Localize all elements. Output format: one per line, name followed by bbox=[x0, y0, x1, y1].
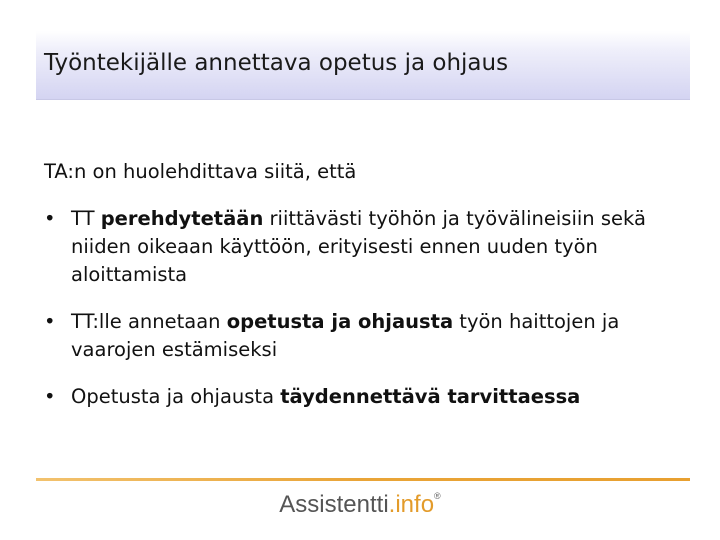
bullet-text: TT bbox=[71, 207, 101, 230]
bullet-text: TT:lle annetaan bbox=[71, 310, 227, 333]
bullet-emphasis: perehdytetään bbox=[100, 207, 264, 230]
slide-title: Työntekijälle annettava opetus ja ohjaus bbox=[44, 50, 509, 76]
bullet-marker: • bbox=[44, 385, 56, 408]
bullet-emphasis: täydennettävä tarvittaessa bbox=[280, 385, 581, 408]
logo-dot: . bbox=[388, 491, 396, 518]
logo-registered-mark: ® bbox=[434, 491, 441, 501]
brand-logo bbox=[0, 491, 720, 519]
bullet-marker: • bbox=[44, 207, 56, 230]
bullet-list bbox=[44, 205, 684, 411]
intro-text: TA:n on huolehdittava siitä, että bbox=[44, 160, 357, 183]
logo-suffix: info bbox=[395, 491, 435, 518]
bullet-text: työn haittojen ja vaarojen estämiseksi bbox=[71, 310, 620, 361]
footer-divider bbox=[36, 478, 690, 481]
bullet-text: riittävästi työhön ja työvälineisiin sekä niiden oikeaan käyttöön, erityisesti ennen uuden työn aloittamista bbox=[71, 207, 646, 286]
bullet-item bbox=[44, 383, 684, 411]
logo-main: Assistentti bbox=[279, 491, 389, 518]
bullet-item bbox=[44, 205, 684, 289]
slide-title-bar bbox=[36, 31, 690, 100]
bullet-text: Opetusta ja ohjausta bbox=[71, 385, 281, 408]
bullet-marker: • bbox=[44, 310, 56, 333]
bullet-item bbox=[44, 308, 684, 364]
bullet-emphasis: opetusta ja ohjausta bbox=[226, 310, 454, 333]
slide-content bbox=[44, 158, 684, 430]
